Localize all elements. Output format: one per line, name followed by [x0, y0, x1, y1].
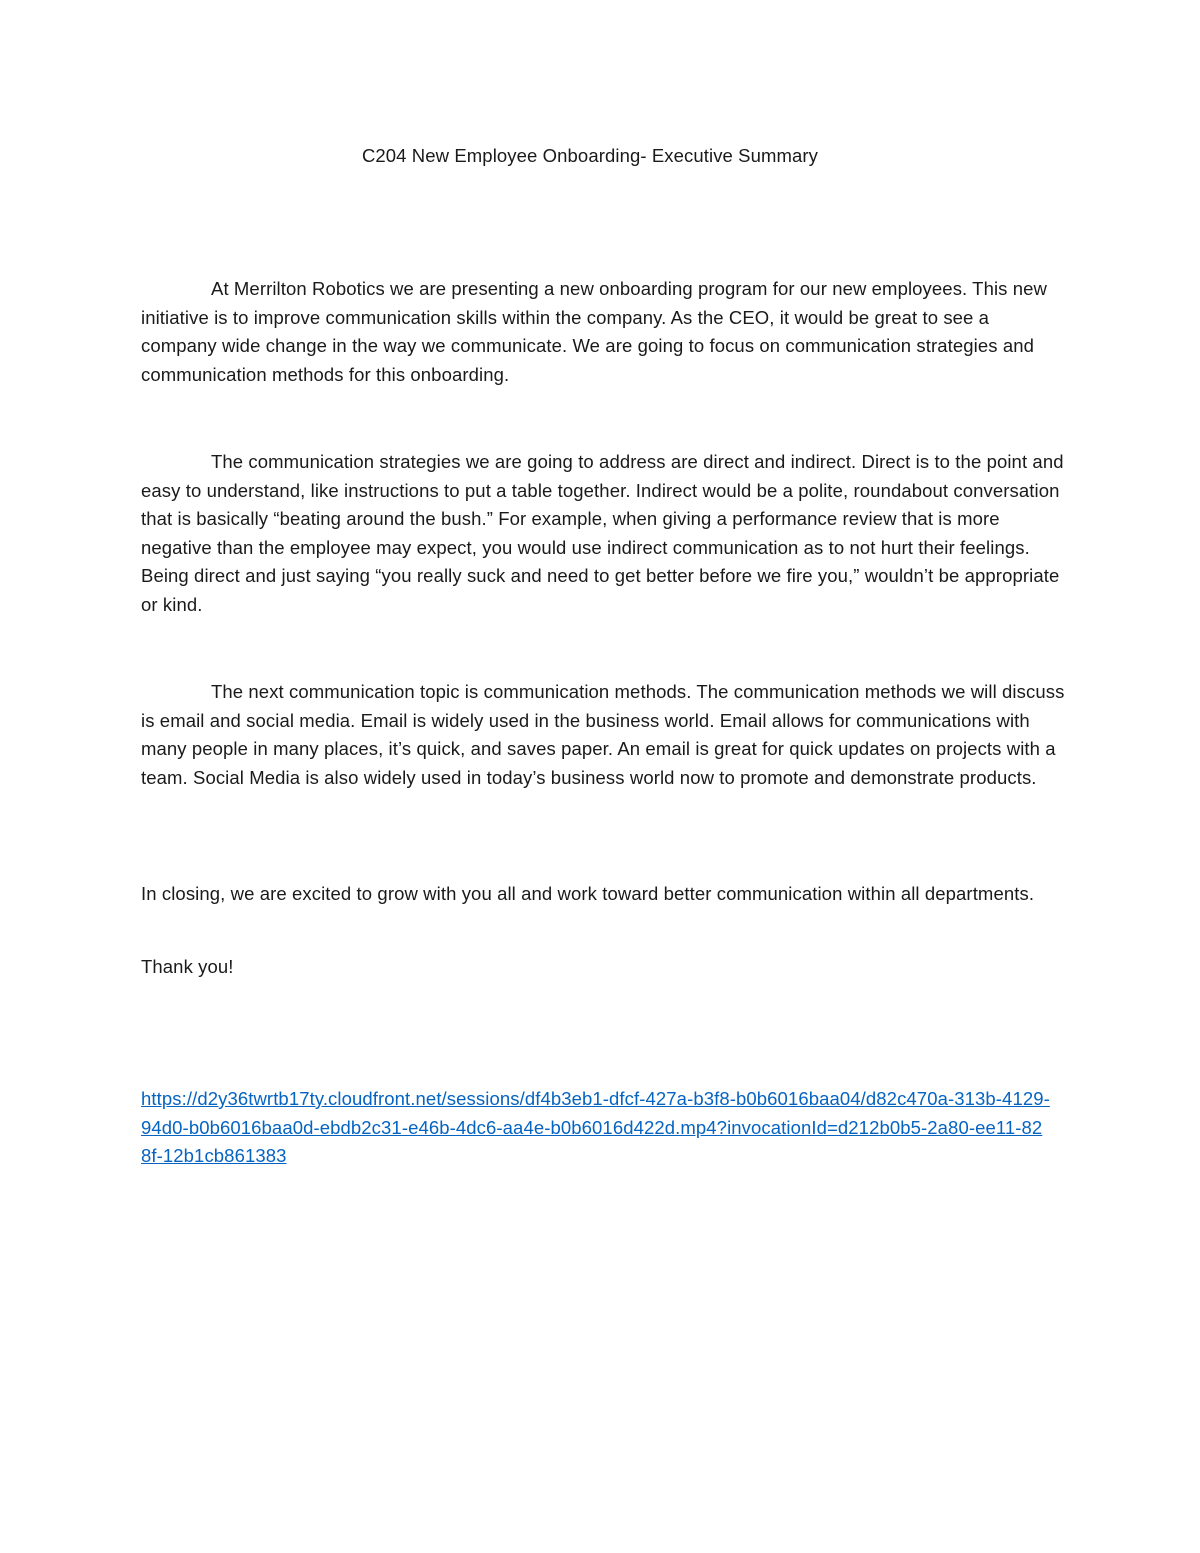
paragraph-introduction: At Merrilton Robotics we are presenting a new onboarding program for our new employees. This new initiative is to improve communication skills within the company. As the CEO, it would be great to see a company wide change in the way we communicate. We are going to focus on communication strategies and communication methods for this onboarding. — [141, 278, 1048, 385]
video-link[interactable]: https://d2y36twrtb17ty.cloudfront.net/sessions/df4b3eb1-dfcf-427a-b3f8-b0b6016baa04/d82c470a-313b-4129-94d0-b0b6016baa0d-ebdb2c31-e46b-4dc6-aa4e-b0b6016d422d.mp4?invocationId=d212b0b5-2a80-ee11-828f-12b1cb861383 — [141, 1088, 1050, 1166]
paragraph-communication-methods: The next communication topic is communication methods. The communication methods we will discuss is email and social media. Email is widely used in the business world. Email allows for communications with many people in many places, it’s quick, and saves paper. An email is great for quick updates on projects with a team. Social Media is also widely used in today’s business world now to promote and demonstrate products. — [141, 681, 1065, 788]
paragraph-communication-strategies: The communication strategies we are going to address are direct and indirect. Direct is to the point and easy to understand, like instructions to put a table together. Indirect would be a polite, roundabout conversation that is basically “beating around the bush.” For example, when giving a performance review that is more negative than the employee may expect, you would use indirect communication as to not hurt their feelings. Being direct and just saying “you really suck and need to get better before we fire you,” wouldn’t be appropriate or kind. — [141, 451, 1064, 615]
paragraph-thank-you: Thank you! — [141, 956, 234, 977]
paragraph-closing: In closing, we are excited to grow with you all and work toward better communication within all departments. — [141, 883, 1035, 904]
document-title: C204 New Employee Onboarding- Executive Summary — [361, 145, 819, 166]
